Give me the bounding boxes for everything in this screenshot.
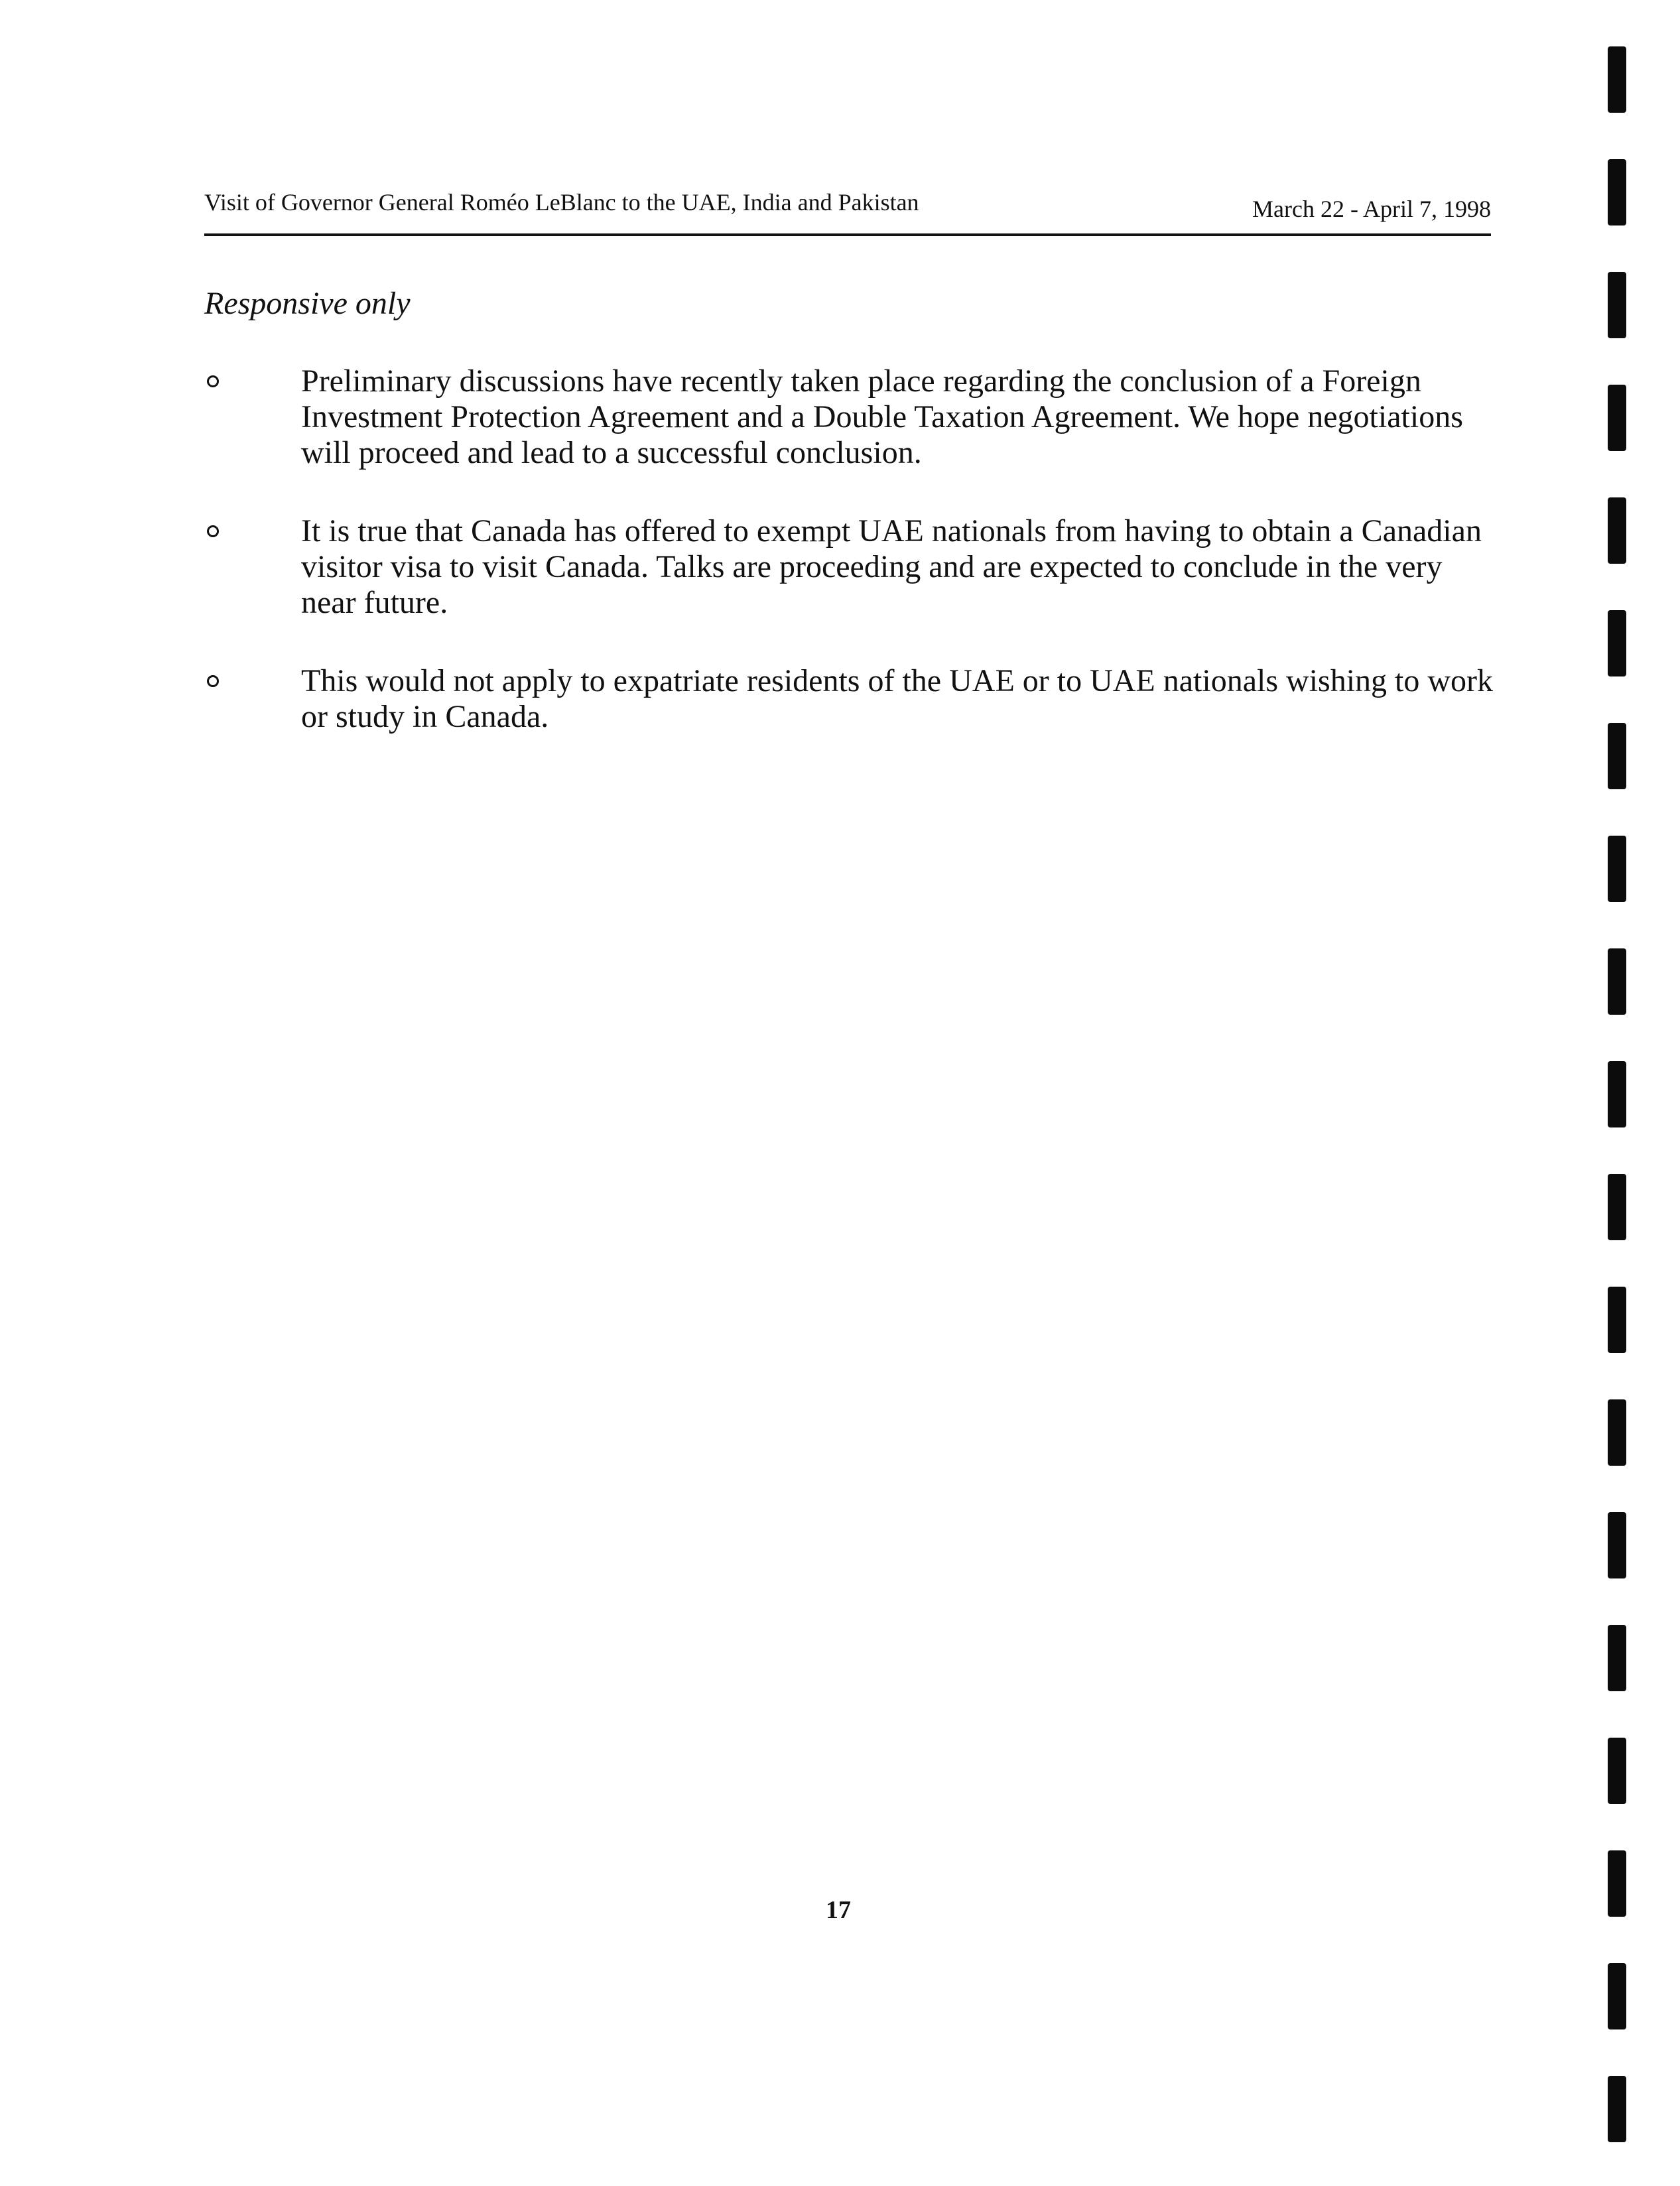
bullet-text: Preliminary discussions have recently taken place regarding the conclusion of a Foreign Investment Protection Agreement and a Double Taxation Agreement. We hope negotiations will proceed and lead to a successful conclusion. [301,363,1463,470]
binding-mark [1608,2076,1626,2142]
binding-mark [1608,159,1626,225]
binding-mark [1608,948,1626,1015]
binding-mark [1608,836,1626,902]
binding-mark [1608,723,1626,789]
circle-bullet-icon [207,375,219,387]
binding-mark [1608,385,1626,451]
binding-mark [1608,272,1626,338]
circle-bullet-icon [207,525,219,537]
bullet-item [204,513,1504,621]
page-number: 17 [826,1896,851,1924]
bullet-text: This would not apply to expatriate residents of the UAE or to UAE nationals wishing to work or study in Canada. [301,663,1494,734]
bullet-list [204,363,1504,777]
binding-mark [1608,1512,1626,1578]
binding-mark [1608,1287,1626,1353]
binding-mark [1608,1174,1626,1240]
bullet-item [204,363,1504,471]
header-date: March 22 - April 7, 1998 [1252,196,1491,222]
binding-mark [1608,497,1626,564]
binding-mark [1608,1625,1626,1691]
circle-bullet-icon [207,675,219,687]
binding-holes [1605,0,1632,2186]
section-label: Responsive only [204,286,411,321]
binding-mark [1608,610,1626,676]
header-title: Visit of Governor General Roméo LeBlanc to the UAE, India and Pakistan [204,189,919,216]
binding-mark [1608,1399,1626,1466]
binding-mark [1608,1738,1626,1804]
bullet-text: It is true that Canada has offered to exempt UAE nationals from having to obtain a Canadian visitor visa to visit Canada. Talks are proceeding and are expected to conclude in the very near future. [301,513,1482,620]
binding-mark [1608,46,1626,113]
running-header [204,180,1491,236]
binding-mark [1608,1061,1626,1127]
bullet-item [204,663,1504,735]
binding-mark [1608,1850,1626,1917]
binding-mark [1608,1963,1626,2029]
